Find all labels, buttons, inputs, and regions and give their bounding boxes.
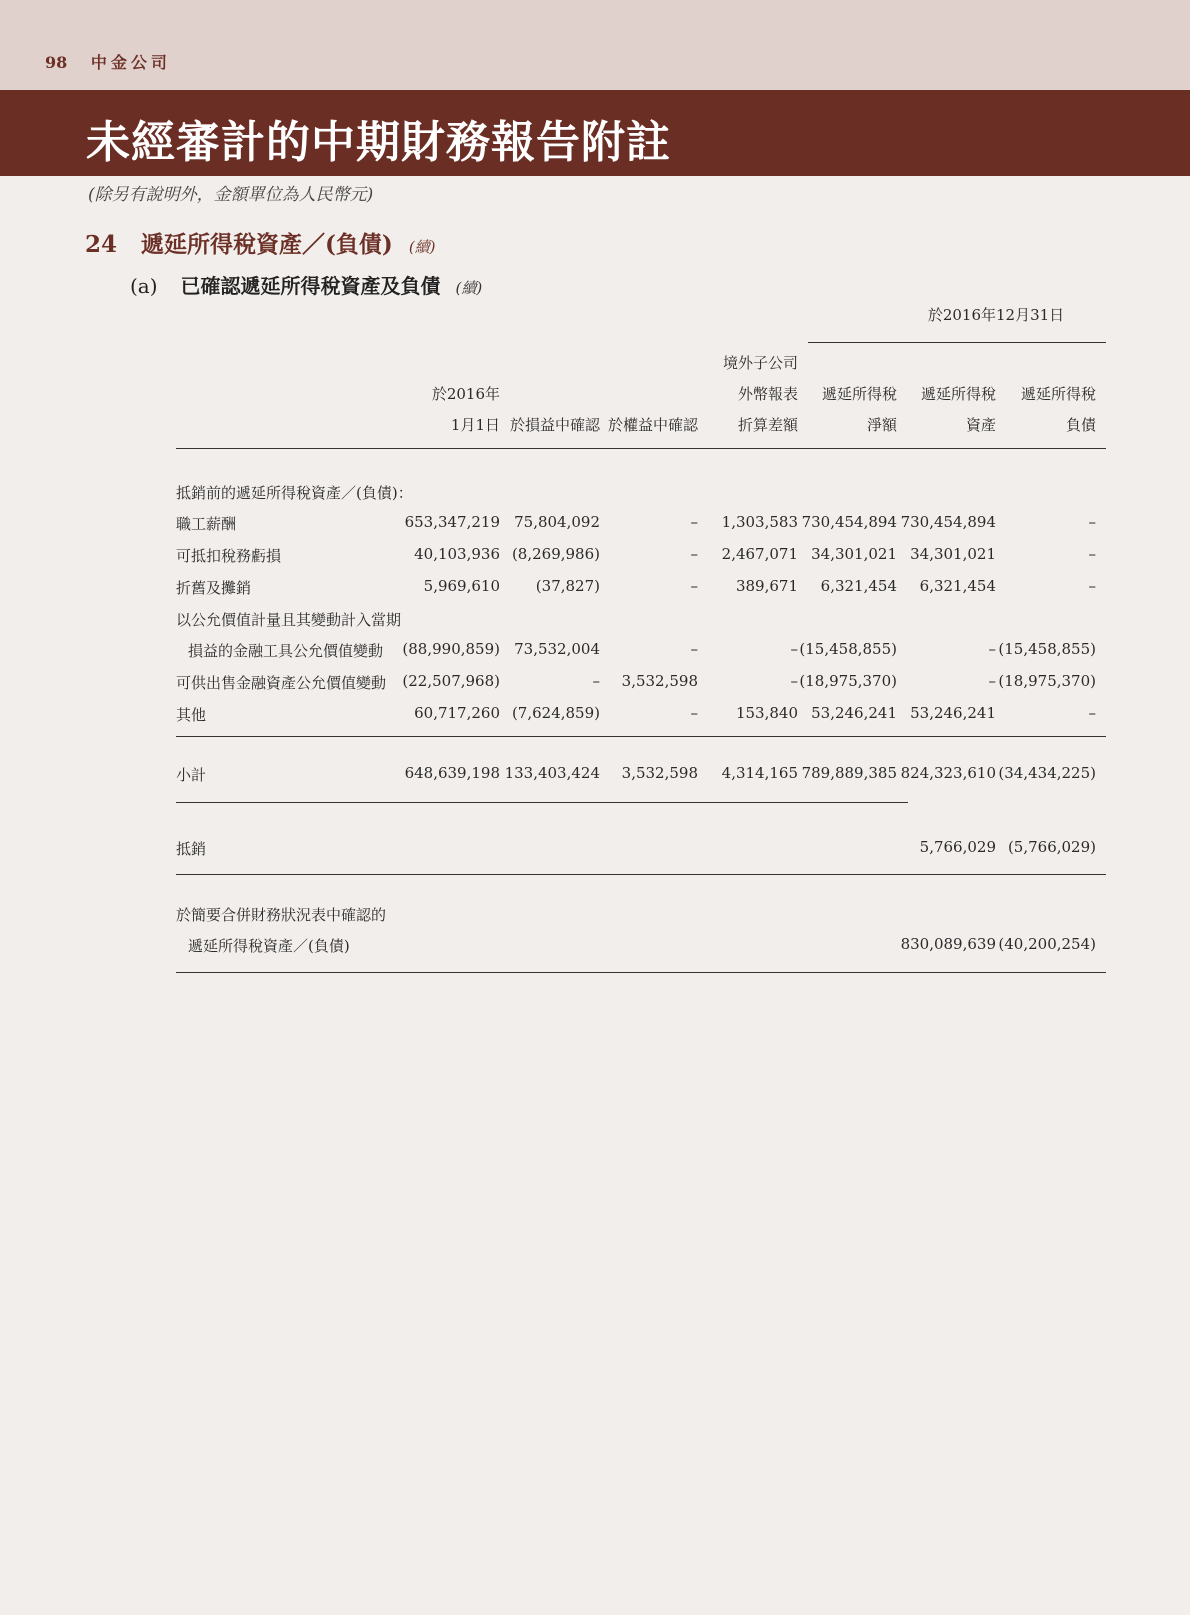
- row-value: (15,458,855): [998, 640, 1096, 658]
- section-number: 24: [85, 231, 118, 258]
- row-value: –: [592, 672, 600, 690]
- final-value: (40,200,254): [998, 935, 1096, 953]
- column-header: 於損益中確認: [509, 416, 600, 434]
- column-header: 1月1日: [450, 416, 500, 434]
- row-value: 6,321,454: [820, 577, 897, 595]
- row-value: 53,246,241: [811, 704, 897, 722]
- offset-value: 5,766,029: [919, 838, 996, 856]
- row-value: –: [690, 577, 698, 595]
- column-header: 負債: [1065, 416, 1096, 434]
- title-band: [0, 90, 1190, 176]
- column-header: 境外子公司: [722, 354, 798, 372]
- column-header: 遞延所得稅: [821, 385, 897, 403]
- row-value: 40,103,936: [414, 545, 500, 563]
- top-band: [0, 0, 1190, 90]
- final-label-line1: 於簡要合併財務狀況表中確認的: [176, 906, 387, 924]
- offset-rule: [176, 874, 1106, 875]
- row-value: 153,840: [735, 704, 798, 722]
- body-rule: [176, 736, 1106, 737]
- row-value: –: [1088, 577, 1096, 595]
- column-header: 外幣報表: [737, 385, 798, 403]
- row-value: (7,624,859): [511, 704, 600, 722]
- subtotal-value: (34,434,225): [998, 764, 1096, 782]
- group-label: 抵銷前的遞延所得稅資產／(負債)：: [176, 484, 413, 502]
- subtotal-value: 4,314,165: [721, 764, 798, 782]
- row-value: –: [790, 640, 798, 658]
- row-value: –: [690, 704, 698, 722]
- row-label: 職工薪酬: [176, 515, 237, 533]
- column-header: 遞延所得稅: [1020, 385, 1096, 403]
- row-value: (22,507,968): [402, 672, 500, 690]
- row-value: –: [1088, 513, 1096, 531]
- row-value: –: [690, 513, 698, 531]
- row-label: 損益的金融工具公允價值變動: [188, 642, 384, 660]
- row-value: 653,347,219: [404, 513, 500, 531]
- period-header: 於2016年12月31日: [927, 306, 1065, 324]
- row-value: –: [1088, 704, 1096, 722]
- row-value: 73,532,004: [514, 640, 600, 658]
- column-header: 淨額: [866, 416, 897, 434]
- column-header: 遞延所得稅: [920, 385, 996, 403]
- row-value: (18,975,370): [799, 672, 897, 690]
- row-value: –: [1088, 545, 1096, 563]
- row-value: (18,975,370): [998, 672, 1096, 690]
- unit-note: (除另有說明外，金額單位為人民幣元): [88, 185, 374, 205]
- row-value: (8,269,986): [511, 545, 600, 563]
- period-header-rule: [808, 342, 1106, 343]
- subtotal-value: 824,323,610: [900, 764, 996, 782]
- page-title: 未經審計的中期財務報告附註: [86, 117, 671, 168]
- company-name: 中金公司: [90, 53, 171, 72]
- row-label: 可供出售金融資產公允價值變動: [176, 674, 387, 692]
- row-value: 5,969,610: [423, 577, 500, 595]
- column-header: 資產: [965, 416, 996, 434]
- row-value: 2,467,071: [721, 545, 798, 563]
- row-value: 6,321,454: [919, 577, 996, 595]
- row-value: –: [988, 672, 996, 690]
- row-value: 75,804,092: [514, 513, 600, 531]
- subtotal-value: 133,403,424: [504, 764, 600, 782]
- row-value: 34,301,021: [811, 545, 897, 563]
- final-rule: [176, 972, 1106, 973]
- row-label: 以公允價值計量且其變動計入當期: [176, 611, 402, 629]
- subtotal-value: 648,639,198: [404, 764, 500, 782]
- row-value: –: [988, 640, 996, 658]
- subtotal-rule: [176, 802, 908, 803]
- row-value: 389,671: [735, 577, 798, 595]
- final-value: 830,089,639: [900, 935, 996, 953]
- column-header: 折算差額: [737, 416, 798, 434]
- subsection-heading: [130, 270, 482, 299]
- subsection-label: (a): [130, 274, 158, 298]
- header-rule: [176, 448, 1106, 449]
- final-label-line2: 遞延所得稅資產／(負債): [188, 937, 350, 955]
- offset-label: 抵銷: [176, 840, 207, 858]
- page-header: [45, 50, 171, 73]
- section-heading: [85, 226, 436, 259]
- row-value: –: [690, 640, 698, 658]
- row-label: 其他: [176, 706, 207, 724]
- subsection-title: 已確認遞延所得稅資產及負債: [180, 274, 441, 298]
- row-value: (37,827): [535, 577, 600, 595]
- row-value: 730,454,894: [801, 513, 897, 531]
- subtotal-value: 789,889,385: [801, 764, 897, 782]
- row-value: 730,454,894: [900, 513, 996, 531]
- column-header: 於權益中確認: [607, 416, 698, 434]
- row-value: (15,458,855): [799, 640, 897, 658]
- section-title: 遞延所得稅資產／(負債): [141, 231, 393, 258]
- row-value: –: [790, 672, 798, 690]
- page-number: 98: [45, 53, 68, 72]
- row-value: 34,301,021: [910, 545, 996, 563]
- row-value: 53,246,241: [910, 704, 996, 722]
- row-value: 1,303,583: [721, 513, 798, 531]
- row-value: –: [690, 545, 698, 563]
- row-value: (88,990,859): [402, 640, 500, 658]
- subsection-continued: (續): [455, 279, 483, 297]
- row-value: 3,532,598: [621, 672, 698, 690]
- section-continued: (續): [408, 238, 436, 256]
- row-label: 折舊及攤銷: [176, 579, 252, 597]
- row-label: 可抵扣稅務虧損: [176, 547, 282, 565]
- subtotal-value: 3,532,598: [621, 764, 698, 782]
- subtotal-label: 小計: [176, 766, 207, 784]
- column-header: 於2016年: [431, 385, 500, 403]
- row-value: 60,717,260: [414, 704, 500, 722]
- offset-value: (5,766,029): [1007, 838, 1096, 856]
